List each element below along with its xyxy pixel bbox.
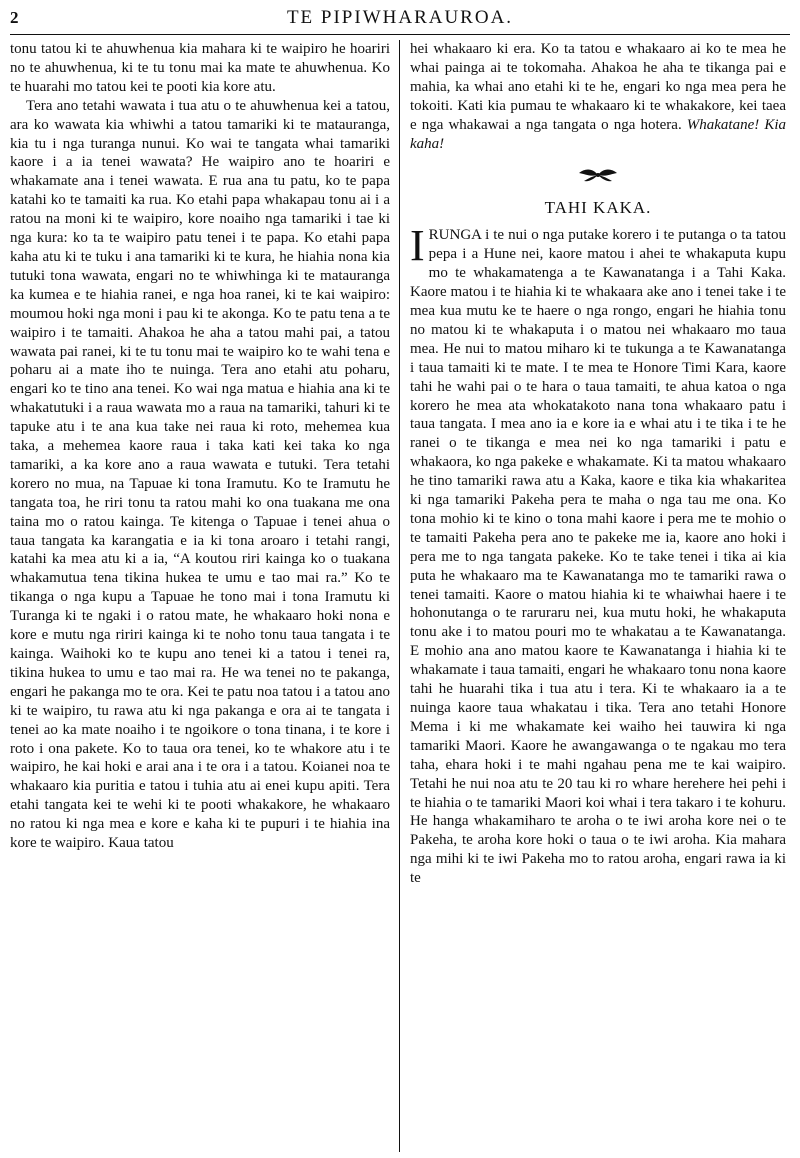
right-paragraph-2 [410, 221, 786, 888]
section-ornament [410, 165, 786, 189]
right-column [410, 40, 786, 888]
left-paragraph-2: Tera ano tetahi wawata i tua atu o te ahuwhenua kei a tatou, ara ko wawata kia whiwhi a tatou tamariki ki te matauranga, kia tu i nga turanga nunui. Ko wai te tangata whai tamariki kaore i a ia tenei wawata? He waipiro ano te hoariri e whakamate ana i tenei wawata. E rua ana tu patu, ko te papa katahi ko te tamaiti ka rua. Ko etahi papa whakapau tonu ai i a ratou na moni ki te waipiro, kore noaiho nga tamariki i tae ki nga kura: ko ta te waipiro patu tenei i te papa. Ko etahi papa kaha atu ki te tuku i ana tamariki ki te kura, he hiahia nona kia tutuki tona wawata, engari no te whiwhinga ki te matauranga ka kumea e te hiahia ranei, e nga hoa ranei, ki te kai waipiro: moumou hoki nga moni i pau ki te akonga. Ko te patu tena a te waipiro i te tamaiti. Ahakoa he aha a tatou mahi pai, a tatou wawata pai ranei, ki te tu tonu mai te waipiro ko te wahi tena e poharu ai a mate iho te nuinga. Tera ano etahi atu poharu, engari ko te tino ana tenei. Ko wai nga matua e hiahia ana ki te whakatutuki i a raua wawata mo a raua na tamariki, tahuri ki te tapuke atu i te ana kua take nei raua ki roto, mehemea kua taka, a mehemea kaore raua i taka kati kei taka ko nga tamariki, a ka kore ano a raua wawata e tutuki. Tera tetahi korero no mua, na Tapuae ki tona Iramutu. Ko te Iramutu he tangata toa, he riri tonu ta ratou mahi ko ona tuakana me ona taina mo o ratou kainga. Te kitenga o Tapuae i tenei ahua o taua tangata ka karangatia e ia ki tona aroaro i tetahi rangi, katahi ka mea atu ki a ia, “A koutou riri kainga ko o tuakana whakamutua tena tikina hukea te umu e tao mai ra.” Ko te tikanga o nga kupu a Tapuae he tono mai i tona Iramutu ki Turanga ki te ngaki i o ratou mate, he whakaaro hoki nona e kore e mutu nga ririri kainga ki te noho tonu taua tangata i te kainga. Waihoki ko te kupu ano tenei ki a tatou i tenei ra, tikina hukea to umu e tao mai ra. He wa tenei no te pakanga, engari he pakanga mo te ora. Kei te patu noa tatou i a tatou ano ki te waipiro, tu rawa atu ki nga pakanga e ora ai te tangata i tenei ao ka mate noaiho i te ngoikore o tona tinana, i te kore i roto i ona pakete. Ko to taua ora tenei, ko te whakore atu i te waipiro, he kai hoki e arai ana i te ora i a tatou. Koianei noa te whakaaro kia puritia e tatou i tuhia atu ai enei kupu apiti. Tera etahi tangata kei te wehi ki te pooti whakakore, he whakaaro no ratou ki nga mea e kore e kaha ki te pupuri i te hiahia ina kore te waipiro. Kaua tatou [10, 97, 390, 852]
fleuron-icon [576, 165, 620, 185]
header-rule [10, 34, 790, 35]
newspaper-title: TE PIPIWHARAUROA. [286, 7, 514, 28]
page-header [0, 0, 800, 40]
right-paragraph-1-text: hei whakaaro ki era. Ko ta tatou e whakaaro ai ko te mea he whai painga ai te tokomaha. Ahakoa he aha te tikanga pai e mahia, ka whai ano etahi ki te he, engari ko nga mea pera he tokoiti. Kati kia pumau te whakaaro ki te whakakore, kei taea e nga whakawai a nga tangata o nga hotera. [410, 41, 786, 133]
closing-exclamation: Whakatane! Kia kaha! [410, 116, 786, 152]
section-title: TAHI KAKA. [544, 198, 652, 218]
drop-cap: I [410, 221, 425, 271]
left-column [10, 40, 390, 853]
column-divider [399, 40, 400, 1152]
left-paragraph-1: tonu tatou ki te ahuwhenua kia mahara ki te waipiro he hoariri no te ahuwhenua, ki te tu tonu mai ka mate te ahuwhenua. Ko te huarahi mo tatou kei te pooti kia kore atu. [10, 41, 390, 95]
page-number: 2 [10, 8, 19, 27]
right-paragraph-1 [410, 40, 786, 153]
right-paragraph-2-text: RUNGA i te nui o nga putake korero i te putanga o ta tatou pepa i a Hune nei, kaore matou i ahei te whakaputa kupu mo te whakamatenga a te Kawanatanga i a Tahi Kaka. Kaore matou i te hiahia ki te whakaara ake ano i tenei take i te mea kua mutu ke te haere o nga rongo, engari he hiahia tonu no matou ki te whakaputa i o matou nei whakaaro mo taua mea. He nui to matou miharo ki te tukunga a te Kawanatanga i taua tamaiti ki te mate. I te mea te Honore Timi Kara, kaore tahi he wahi pai o te hara o taua tamaiti, te ahua katoa o nga korero he mea ata whokatakoto nana tona whakaaro patu i taua tangata. I mea ano ia e kore ia e whai atu i te tika i te he ranei o te tikanga e mea nei ko nga tamariki i patu e whakaora, ko nga pakeke e whakamate. Ki ta matou whakaaro he tino tamariki rawa atu a Kaka, kaore e tika kia whakaritea ki nga tamariki Pakeha pera te maha o nga tau me ona. Ko tona mohio ki te kino o tona mahi kaore i pera me te mohio o te tamaiti Pakeha pera ano te pakeke me ia, kaore ano hoki i pera me to nga tangata pakeke. Ko te take tenei i tika ai kia puta he whakaaro ma te Kawanatanga mo te tamariki rawa o tenei tamaiti. Kaore o matou hiahia ki te whaiwhai haere i te hohonutanga o te raruraru nei, kua mutu hoki, he whakaputa tonu ake i to matou pouri mo te whakatau a te Kawanatanga. E mohio ana ano matou kaore te Kawanatanga i hiahia ki te whakamate i taua tamaiti, engari he whakaaro tonu nona kaore tahi he huarahi tika i tua atu i tera. Ki te whakaaro ia a te nuinga kaore taua whakatau i tika. Tera ano tetahi Honore Mema i ki me whakamate kei waiho hei tauwira ki nga tamariki Maori. Kaore he awangawanga o te ngakau mo tera taha, ehara hoki i te mahi ngahau pena me te kai waipiro. Tetahi he nui noa atu te 20 tau ki ro whare herehere hei pehi i te hiahia o te tamariki Maori koi whai i tera takaro i te kohuru. He hanga whakamiharo te aroha o te iwi aroha kore nei o te Pakeha, te aroha kore hoki o taua o te iwi aroha. Kia mahara nga mihi ki te iwi Pakeha mo to ratou aroha, engari rawa ia ki te [410, 227, 786, 887]
